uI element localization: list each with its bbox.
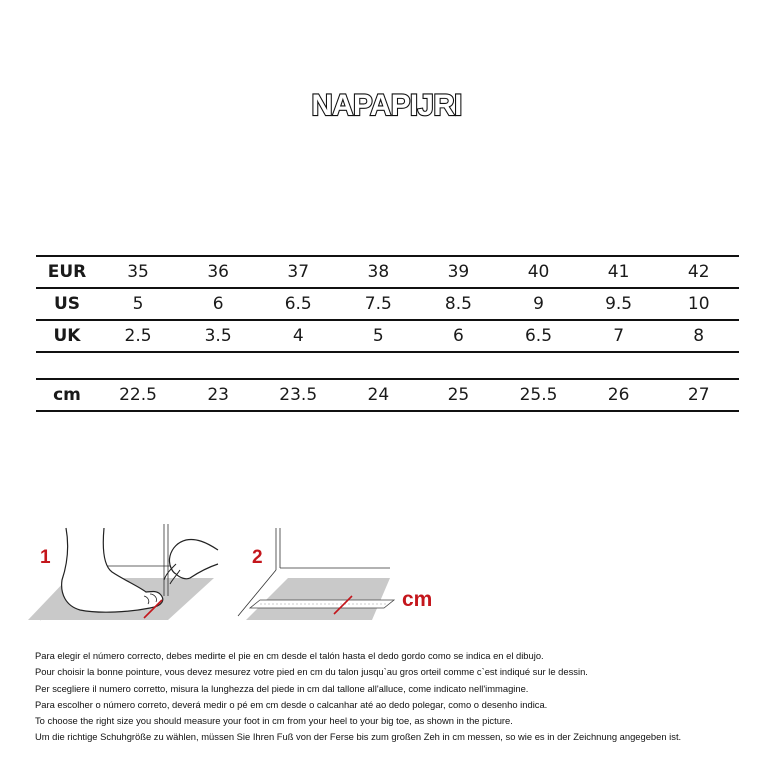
cm-unit-label: cm <box>402 588 433 611</box>
instruction-fr: Pour choisir la bonne pointure, vous devez mesurez votre pied en cm du talon jusqu`au gros orteil comme c`est indiqué sur le dessin. <box>35 666 588 678</box>
ruler-measuring-icon <box>238 528 394 620</box>
brand-logo-text: NAPAPIJRI <box>311 89 463 122</box>
size-cell: 23 <box>207 385 229 405</box>
size-cell: 5 <box>372 326 384 346</box>
row-label: US <box>53 294 81 314</box>
size-cell: 24 <box>367 385 390 405</box>
size-cell: 35 <box>127 262 149 282</box>
measuring-illustration <box>0 520 772 630</box>
row-label: EUR <box>47 262 87 282</box>
size-cell: 8 <box>693 326 705 346</box>
size-cell: 6 <box>453 326 464 346</box>
size-cell: 39 <box>447 262 470 282</box>
size-row-us <box>36 287 739 319</box>
size-cell: 2.5 <box>124 326 152 346</box>
size-cell: 4 <box>292 326 304 346</box>
step-1-number: 1 <box>40 547 51 568</box>
size-cell: 6 <box>212 294 224 314</box>
instruction-es: Para elegir el número correcto, debes medirte el pie en cm desde el talón hasta el dedo gordo como se indica en el dibujo. <box>35 650 544 661</box>
measuring-instructions <box>35 648 755 746</box>
size-row-eur <box>36 255 739 287</box>
size-conversion-table <box>36 255 739 353</box>
size-cell: 26 <box>607 385 630 405</box>
size-cell: 7 <box>613 326 625 346</box>
step-2-number: 2 <box>252 547 263 568</box>
size-cell: 27 <box>687 385 710 405</box>
brand-logo <box>296 90 478 122</box>
size-cell: 7.5 <box>364 294 392 314</box>
size-cell: 6.5 <box>284 294 312 314</box>
row-label: cm <box>53 385 81 405</box>
size-cell: 36 <box>207 262 229 282</box>
cm-table <box>36 378 739 412</box>
instruction-it: Per scegliere il numero corretto, misura la lunghezza del piede in cm dal tallone all'alluce, come indicato nell'immagine. <box>35 682 529 694</box>
size-cell: 40 <box>527 262 550 282</box>
size-cell: 25.5 <box>519 385 558 405</box>
size-cell: 5 <box>132 294 144 314</box>
size-cell: 41 <box>607 262 630 282</box>
instruction-en: To choose the right size you should measure your foot in cm from your heel to your big toe, as shown in the picture. <box>35 715 513 727</box>
foot-measuring-icon <box>28 524 218 620</box>
instruction-de: Um die richtige Schuhgröße zu wählen, müssen Sie Ihren Fuß von der Ferse bis zum großen Zeh in cm messen, so wie es in der Zeichnung angegeben ist. <box>35 731 682 743</box>
size-cell: 8.5 <box>444 294 472 314</box>
size-cell: 9 <box>533 294 544 314</box>
size-cell: 38 <box>367 262 390 282</box>
size-cell: 9.5 <box>605 294 633 314</box>
size-row-cm <box>36 378 739 412</box>
size-row-uk <box>36 319 739 353</box>
size-cell: 23.5 <box>279 385 318 405</box>
size-cell: 25 <box>447 385 470 405</box>
instruction-pt: Para escolher o número correto, deverá medir o pé em cm desde o calcanhar até ao dedo polegar, como o desenho indica. <box>35 698 548 710</box>
size-cell: 10 <box>687 294 710 314</box>
size-cell: 3.5 <box>204 326 232 346</box>
row-label: UK <box>53 326 81 346</box>
size-cell: 22.5 <box>119 385 157 405</box>
size-cell: 6.5 <box>524 326 553 346</box>
size-cell: 42 <box>687 262 710 282</box>
size-cell: 37 <box>287 262 310 282</box>
